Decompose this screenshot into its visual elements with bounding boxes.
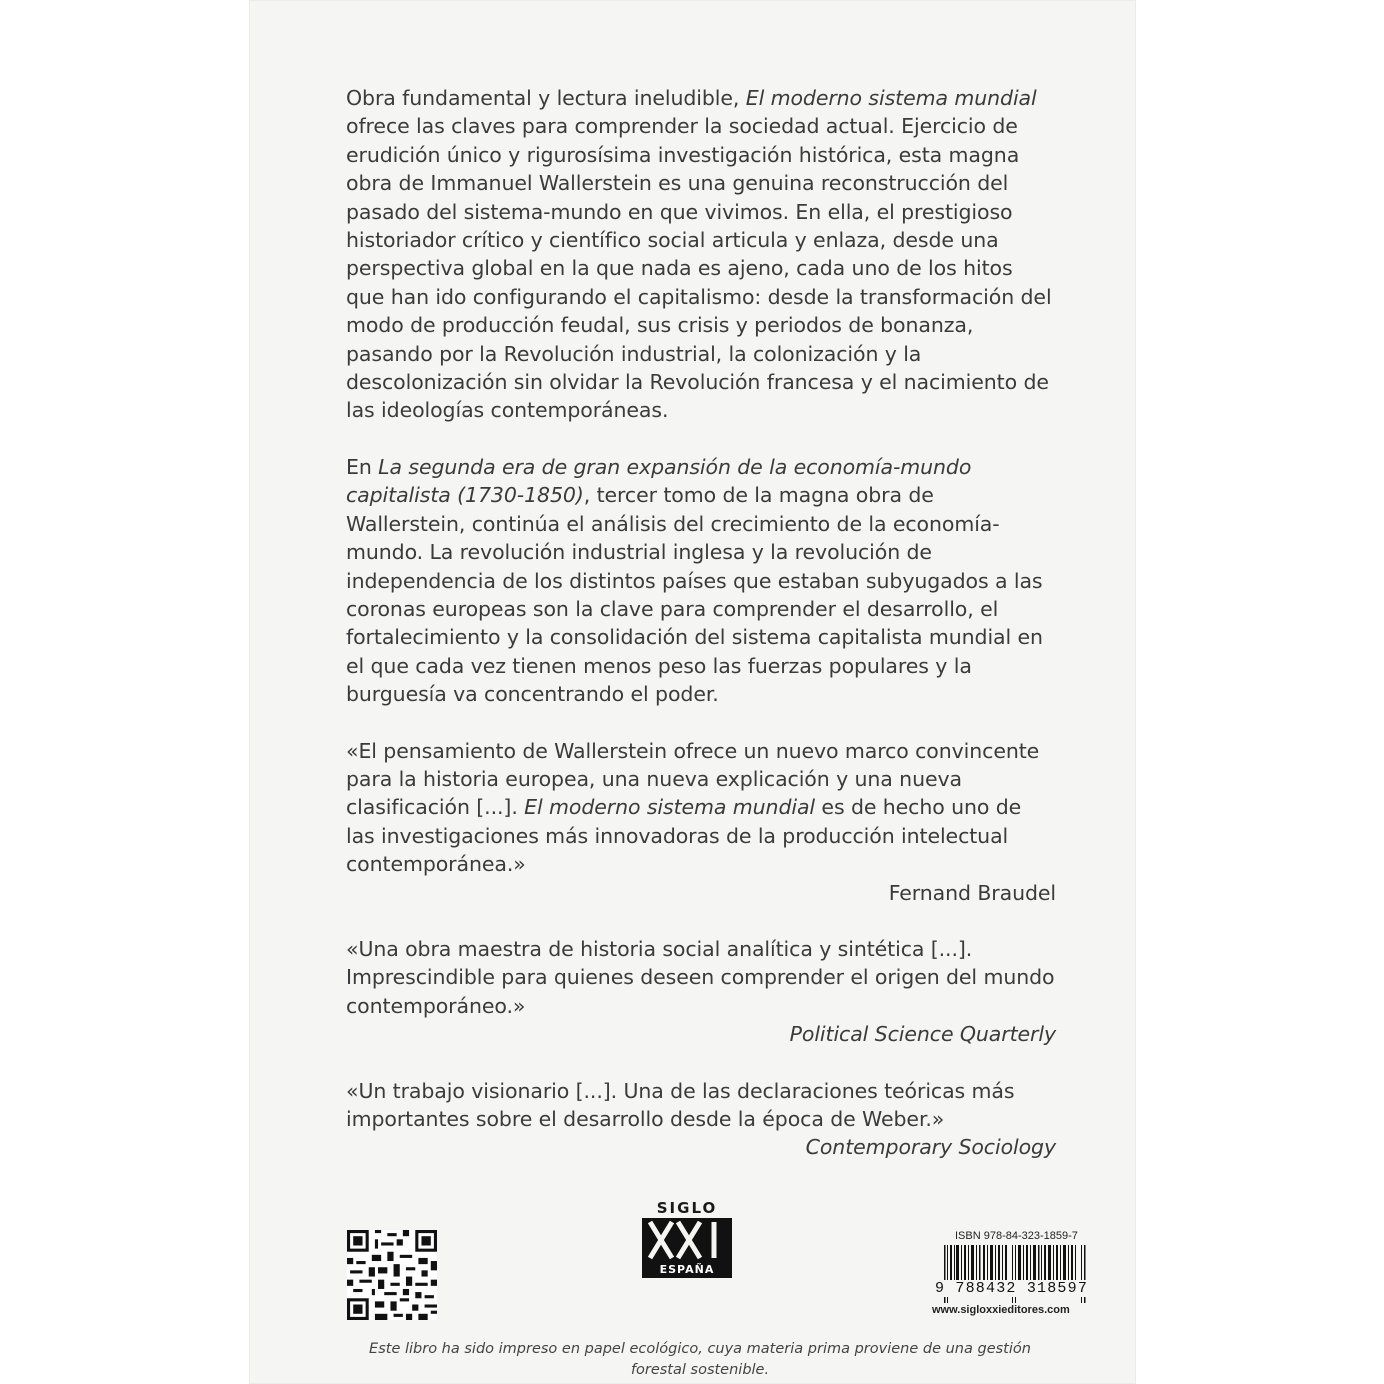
quote-psq bbox=[346, 935, 1056, 1049]
logo-xxi-mark bbox=[642, 1218, 732, 1262]
quote-text: «El pensamiento de Wallerstein ofrece un nuevo marco convincente para la historia europea, una nueva explicación y una nueva clasificación [...]. El moderno sistema mundial es de hecho uno de las investigaciones más innovadoras de la producción intelectual contemporánea.» bbox=[346, 738, 1040, 877]
quote-author: Fernand Braudel bbox=[888, 880, 1056, 905]
quote-text: «Una obra maestra de historia social analítica y sintética [...]. Imprescindible para quienes deseen comprender el origen del mundo contemporáneo.» bbox=[346, 936, 1055, 1018]
logo-siglo: SIGLO bbox=[656, 1199, 718, 1217]
xxi-glyph-icon bbox=[642, 1218, 732, 1262]
volume-title: La segunda era de gran expansión de la economía-mundo capitalista (1730-1850) bbox=[346, 454, 972, 508]
quote-author: Contemporary Sociology bbox=[805, 1135, 1056, 1160]
isbn-label: ISBN 978-84-323-1859-7 bbox=[955, 1230, 1078, 1242]
quote-braudel bbox=[346, 737, 1056, 907]
publisher-logo bbox=[640, 1200, 734, 1280]
quote-author: Political Science Quarterly bbox=[789, 1022, 1056, 1047]
quote-cs bbox=[346, 1077, 1056, 1162]
blurb-paragraph-1: Obra fundamental y lectura ineludible, El moderno sistema mundial ofrece las claves para comprender la sociedad actual. Ejercicio de erudición único y rigurosísima investigación histórica, esta magna obra de Immanuel Wallerstein es una genuina reconstrucción del pasado del sistema-mundo en que vivimos. En ella, el prestigioso historiador crítico y científico social articula y enlaza, desde una perspectiva global en la que nada es ajeno, cada uno de los hitos que han ido configurando el capitalismo: desde la transformación del modo de producción feudal, sus crisis y periodos de bonanza, pasando por la Revolución industrial, la colonización y la descolonización sin olvidar la Revolución francesa y el nacimiento de las ideologías contemporáneas. bbox=[346, 86, 1052, 423]
paper-notice: Este libro ha sido impreso en papel ecológico, cuya materia prima proviene de una gestión forestal sostenible. bbox=[369, 1341, 1031, 1378]
blurb-text bbox=[346, 84, 1056, 1162]
publisher-website: www.sigloxxieditores.com bbox=[932, 1304, 1070, 1316]
quote-text: «Un trabajo visionario [...]. Una de las declaraciones teóricas más importantes sobre el desarrollo desde la época de Weber.» bbox=[346, 1078, 1015, 1131]
book-title: El moderno sistema mundial bbox=[745, 86, 1037, 110]
barcode-digits: 9 788432 318597 bbox=[935, 1280, 1089, 1297]
blurb-paragraph-2: En La segunda era de gran expansión de la economía-mundo capitalista (1730-1850), tercer tomo de la magna obra de Wallerstein, continúa el análisis del crecimiento de la economía-mundo. La revolución industrial inglesa y la revolución de independencia de los distintos países que estaban subyugados a las coronas europeas son la clave para comprender el desarrollo, el fortalecimiento y la consolidación del sistema capitalista mundial en el que cada vez tienen menos peso las fuerzas populares y la burguesía va concentrando el poder. bbox=[346, 454, 1043, 707]
qr-code-icon bbox=[347, 1230, 437, 1320]
logo-espana: ESPAÑA bbox=[642, 1262, 732, 1278]
